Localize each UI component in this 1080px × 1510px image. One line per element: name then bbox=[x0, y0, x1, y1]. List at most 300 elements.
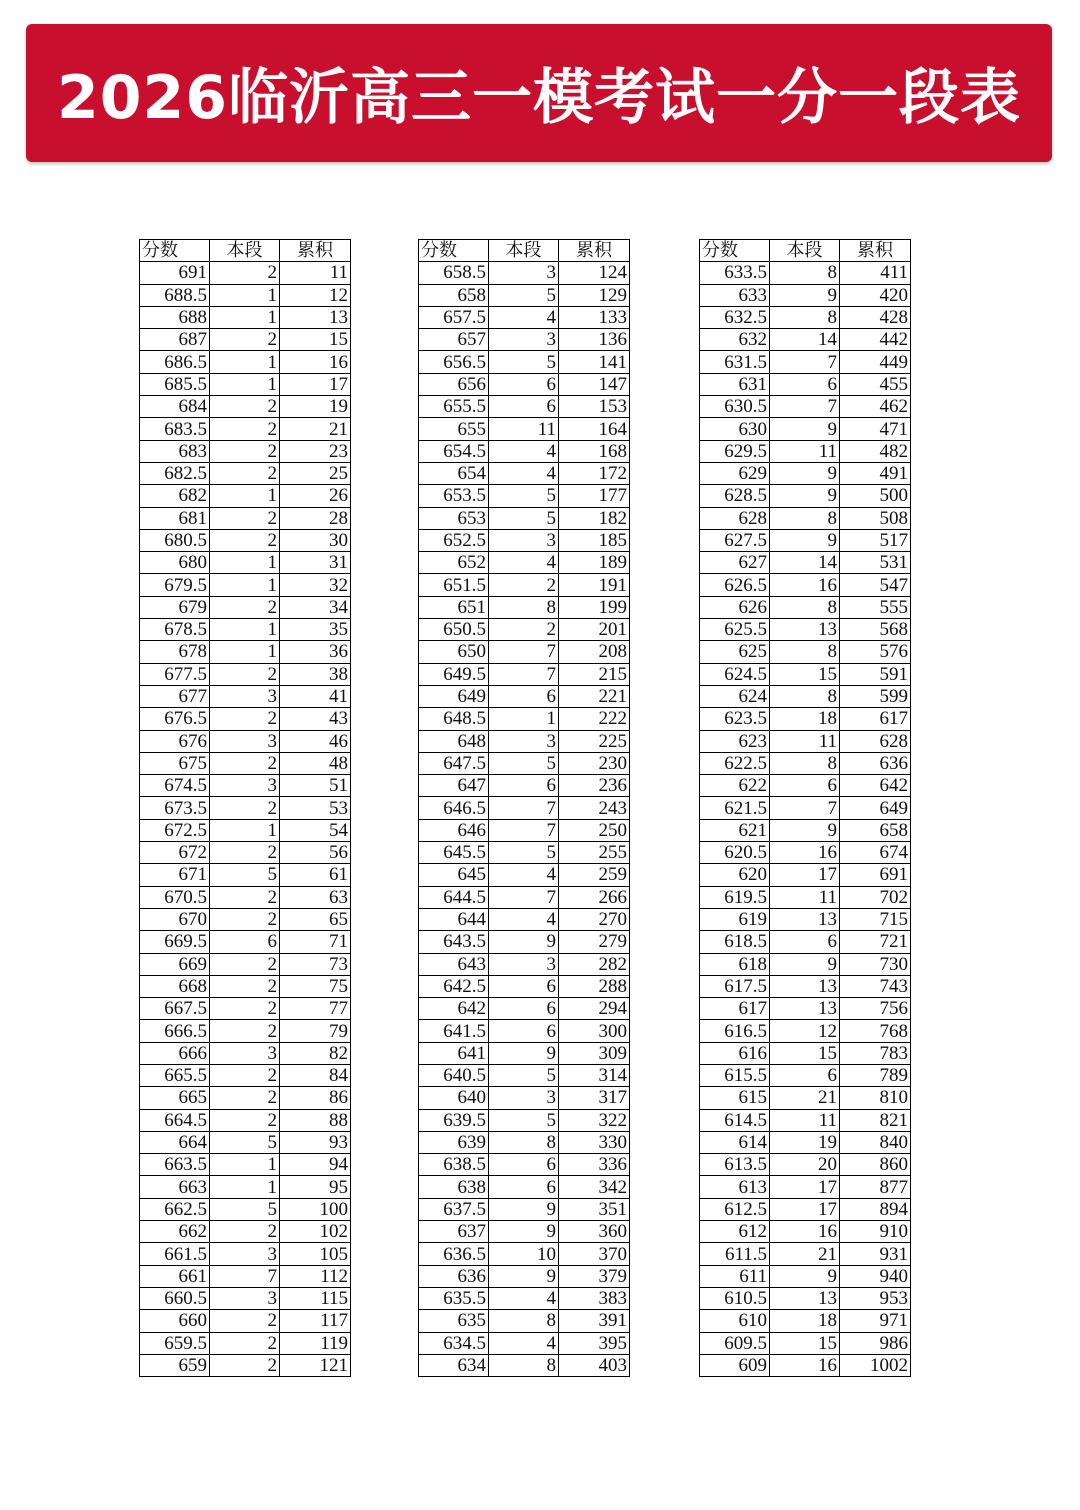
cell-score: 671 bbox=[140, 864, 210, 886]
table-row bbox=[140, 1243, 351, 1265]
cell-cumulative: 270 bbox=[559, 908, 630, 930]
table-row bbox=[700, 619, 911, 641]
cell-score: 675 bbox=[140, 752, 210, 774]
cell-cumulative: 395 bbox=[559, 1332, 630, 1354]
cell-cumulative: 61 bbox=[280, 864, 351, 886]
cell-score: 633.5 bbox=[700, 262, 770, 284]
cell-count: 2 bbox=[210, 908, 280, 930]
table-row bbox=[700, 329, 911, 351]
cell-score: 674.5 bbox=[140, 775, 210, 797]
cell-count: 15 bbox=[770, 1042, 840, 1064]
cell-cumulative: 53 bbox=[280, 797, 351, 819]
cell-cumulative: 517 bbox=[840, 529, 911, 551]
score-table-1 bbox=[139, 239, 351, 1377]
cell-cumulative: 508 bbox=[840, 507, 911, 529]
table-row bbox=[140, 552, 351, 574]
cell-count: 6 bbox=[770, 775, 840, 797]
cell-count: 3 bbox=[210, 1287, 280, 1309]
cell-cumulative: 225 bbox=[559, 730, 630, 752]
cell-score: 612.5 bbox=[700, 1198, 770, 1220]
cell-cumulative: 95 bbox=[280, 1176, 351, 1198]
cell-cumulative: 576 bbox=[840, 641, 911, 663]
cell-score: 665 bbox=[140, 1087, 210, 1109]
table-row bbox=[140, 373, 351, 395]
cell-count: 1 bbox=[210, 306, 280, 328]
table-row bbox=[419, 1042, 630, 1064]
cell-cumulative: 77 bbox=[280, 998, 351, 1020]
table-row bbox=[419, 284, 630, 306]
cell-score: 657 bbox=[419, 329, 489, 351]
table-row bbox=[140, 351, 351, 373]
cell-score: 681 bbox=[140, 507, 210, 529]
table-row bbox=[419, 529, 630, 551]
cell-count: 5 bbox=[489, 752, 559, 774]
table-row bbox=[700, 953, 911, 975]
cell-score: 683 bbox=[140, 440, 210, 462]
cell-score: 677 bbox=[140, 685, 210, 707]
cell-score: 662.5 bbox=[140, 1198, 210, 1220]
cell-cumulative: 702 bbox=[840, 886, 911, 908]
table-row bbox=[700, 730, 911, 752]
cell-count: 4 bbox=[489, 908, 559, 930]
cell-cumulative: 789 bbox=[840, 1064, 911, 1086]
cell-cumulative: 133 bbox=[559, 306, 630, 328]
cell-cumulative: 531 bbox=[840, 552, 911, 574]
table-row bbox=[419, 931, 630, 953]
cell-count: 1 bbox=[210, 1154, 280, 1176]
title-banner bbox=[26, 24, 1052, 162]
cell-cumulative: 910 bbox=[840, 1221, 911, 1243]
cell-count: 21 bbox=[770, 1243, 840, 1265]
table-row bbox=[419, 886, 630, 908]
cell-count: 2 bbox=[210, 1310, 280, 1332]
cell-count: 5 bbox=[210, 1131, 280, 1153]
header-count: 本段 bbox=[210, 240, 280, 262]
table-row bbox=[700, 396, 911, 418]
cell-count: 2 bbox=[210, 797, 280, 819]
table-row bbox=[140, 1176, 351, 1198]
table-row bbox=[700, 708, 911, 730]
cell-cumulative: 330 bbox=[559, 1131, 630, 1153]
cell-score: 646 bbox=[419, 819, 489, 841]
table-row bbox=[140, 842, 351, 864]
table-row bbox=[140, 1332, 351, 1354]
table-row bbox=[700, 908, 911, 930]
table-row bbox=[140, 1020, 351, 1042]
table-row bbox=[419, 685, 630, 707]
cell-score: 664.5 bbox=[140, 1109, 210, 1131]
table-row bbox=[140, 908, 351, 930]
cell-count: 2 bbox=[489, 574, 559, 596]
score-table-3 bbox=[699, 239, 911, 1377]
table-row bbox=[419, 373, 630, 395]
cell-cumulative: 117 bbox=[280, 1310, 351, 1332]
cell-count: 15 bbox=[770, 663, 840, 685]
cell-cumulative: 322 bbox=[559, 1109, 630, 1131]
table-row bbox=[140, 1042, 351, 1064]
cell-score: 648.5 bbox=[419, 708, 489, 730]
cell-cumulative: 555 bbox=[840, 596, 911, 618]
cell-cumulative: 743 bbox=[840, 975, 911, 997]
cell-cumulative: 628 bbox=[840, 730, 911, 752]
cell-cumulative: 102 bbox=[280, 1221, 351, 1243]
cell-count: 7 bbox=[489, 663, 559, 685]
cell-cumulative: 25 bbox=[280, 462, 351, 484]
cell-score: 676.5 bbox=[140, 708, 210, 730]
table-row bbox=[419, 975, 630, 997]
table-row bbox=[419, 1020, 630, 1042]
cell-count: 6 bbox=[489, 1176, 559, 1198]
cell-score: 660 bbox=[140, 1310, 210, 1332]
cell-cumulative: 230 bbox=[559, 752, 630, 774]
cell-count: 9 bbox=[489, 1221, 559, 1243]
table-row bbox=[140, 462, 351, 484]
table-row bbox=[419, 1310, 630, 1332]
cell-cumulative: 259 bbox=[559, 864, 630, 886]
cell-cumulative: 931 bbox=[840, 1243, 911, 1265]
cell-count: 16 bbox=[770, 842, 840, 864]
cell-score: 652.5 bbox=[419, 529, 489, 551]
table-row bbox=[140, 262, 351, 284]
cell-count: 16 bbox=[770, 1221, 840, 1243]
table-row bbox=[700, 685, 911, 707]
cell-cumulative: 15 bbox=[280, 329, 351, 351]
cell-score: 660.5 bbox=[140, 1287, 210, 1309]
cell-count: 11 bbox=[770, 1109, 840, 1131]
cell-score: 663.5 bbox=[140, 1154, 210, 1176]
table-row bbox=[140, 507, 351, 529]
cell-cumulative: 360 bbox=[559, 1221, 630, 1243]
cell-score: 665.5 bbox=[140, 1064, 210, 1086]
cell-score: 627 bbox=[700, 552, 770, 574]
cell-score: 636 bbox=[419, 1265, 489, 1287]
table-row bbox=[419, 1332, 630, 1354]
cell-cumulative: 462 bbox=[840, 396, 911, 418]
cell-score: 658.5 bbox=[419, 262, 489, 284]
cell-count: 4 bbox=[489, 1332, 559, 1354]
cell-score: 685.5 bbox=[140, 373, 210, 395]
cell-cumulative: 51 bbox=[280, 775, 351, 797]
cell-count: 2 bbox=[210, 507, 280, 529]
cell-score: 626.5 bbox=[700, 574, 770, 596]
cell-count: 1 bbox=[210, 619, 280, 641]
cell-cumulative: 691 bbox=[840, 864, 911, 886]
cell-cumulative: 591 bbox=[840, 663, 911, 685]
cell-score: 634 bbox=[419, 1354, 489, 1376]
table-row bbox=[419, 663, 630, 685]
cell-cumulative: 953 bbox=[840, 1287, 911, 1309]
table-row bbox=[700, 1198, 911, 1220]
header-row bbox=[700, 240, 911, 262]
cell-cumulative: 141 bbox=[559, 351, 630, 373]
cell-score: 649.5 bbox=[419, 663, 489, 685]
cell-cumulative: 636 bbox=[840, 752, 911, 774]
cell-score: 680.5 bbox=[140, 529, 210, 551]
table-row bbox=[140, 284, 351, 306]
cell-score: 687 bbox=[140, 329, 210, 351]
cell-cumulative: 34 bbox=[280, 596, 351, 618]
cell-score: 653 bbox=[419, 507, 489, 529]
cell-count: 3 bbox=[210, 685, 280, 707]
cell-cumulative: 36 bbox=[280, 641, 351, 663]
cell-score: 619.5 bbox=[700, 886, 770, 908]
cell-count: 6 bbox=[489, 685, 559, 707]
cell-score: 633 bbox=[700, 284, 770, 306]
cell-score: 617 bbox=[700, 998, 770, 1020]
header-score: 分数 bbox=[140, 240, 210, 262]
cell-score: 642 bbox=[419, 998, 489, 1020]
cell-cumulative: 41 bbox=[280, 685, 351, 707]
table-row bbox=[700, 998, 911, 1020]
cell-count: 11 bbox=[489, 418, 559, 440]
table-row bbox=[140, 596, 351, 618]
cell-count: 9 bbox=[489, 1042, 559, 1064]
table-row bbox=[700, 1332, 911, 1354]
table-row bbox=[700, 886, 911, 908]
table-row bbox=[700, 1020, 911, 1042]
cell-count: 13 bbox=[770, 1287, 840, 1309]
cell-score: 679 bbox=[140, 596, 210, 618]
cell-count: 1 bbox=[210, 485, 280, 507]
cell-score: 625 bbox=[700, 641, 770, 663]
cell-score: 625.5 bbox=[700, 619, 770, 641]
cell-count: 8 bbox=[489, 1131, 559, 1153]
cell-count: 13 bbox=[770, 908, 840, 930]
table-row bbox=[700, 1287, 911, 1309]
cell-count: 2 bbox=[210, 529, 280, 551]
header-count: 本段 bbox=[770, 240, 840, 262]
table-row bbox=[700, 284, 911, 306]
cell-score: 613 bbox=[700, 1176, 770, 1198]
table-row bbox=[700, 1310, 911, 1332]
table-row bbox=[419, 462, 630, 484]
cell-count: 5 bbox=[489, 485, 559, 507]
cell-cumulative: 568 bbox=[840, 619, 911, 641]
table-row bbox=[700, 752, 911, 774]
cell-score: 642.5 bbox=[419, 975, 489, 997]
cell-cumulative: 482 bbox=[840, 440, 911, 462]
cell-score: 612 bbox=[700, 1221, 770, 1243]
table-row bbox=[140, 619, 351, 641]
table-row bbox=[419, 396, 630, 418]
header-row bbox=[419, 240, 630, 262]
table-row bbox=[700, 775, 911, 797]
cell-cumulative: 674 bbox=[840, 842, 911, 864]
table-row bbox=[419, 351, 630, 373]
cell-score: 615 bbox=[700, 1087, 770, 1109]
cell-score: 691 bbox=[140, 262, 210, 284]
cell-cumulative: 84 bbox=[280, 1064, 351, 1086]
cell-cumulative: 32 bbox=[280, 574, 351, 596]
cell-cumulative: 288 bbox=[559, 975, 630, 997]
cell-count: 16 bbox=[770, 1354, 840, 1376]
cell-cumulative: 177 bbox=[559, 485, 630, 507]
cell-cumulative: 300 bbox=[559, 1020, 630, 1042]
cell-count: 9 bbox=[770, 485, 840, 507]
cell-count: 2 bbox=[210, 1354, 280, 1376]
table-row bbox=[700, 1243, 911, 1265]
cell-count: 10 bbox=[489, 1243, 559, 1265]
table-row bbox=[140, 1265, 351, 1287]
cell-cumulative: 12 bbox=[280, 284, 351, 306]
cell-count: 13 bbox=[770, 619, 840, 641]
table-row bbox=[419, 1131, 630, 1153]
cell-score: 654.5 bbox=[419, 440, 489, 462]
cell-count: 5 bbox=[489, 284, 559, 306]
cell-score: 611 bbox=[700, 1265, 770, 1287]
cell-score: 626 bbox=[700, 596, 770, 618]
cell-count: 8 bbox=[770, 752, 840, 774]
cell-count: 2 bbox=[210, 752, 280, 774]
cell-count: 6 bbox=[770, 1064, 840, 1086]
table-row bbox=[140, 641, 351, 663]
cell-score: 628.5 bbox=[700, 485, 770, 507]
cell-cumulative: 768 bbox=[840, 1020, 911, 1042]
cell-cumulative: 94 bbox=[280, 1154, 351, 1176]
cell-cumulative: 208 bbox=[559, 641, 630, 663]
cell-cumulative: 215 bbox=[559, 663, 630, 685]
cell-count: 2 bbox=[210, 396, 280, 418]
cell-score: 639 bbox=[419, 1131, 489, 1153]
table-row bbox=[700, 931, 911, 953]
header-cumulative: 累积 bbox=[559, 240, 630, 262]
cell-cumulative: 860 bbox=[840, 1154, 911, 1176]
cell-score: 651 bbox=[419, 596, 489, 618]
cell-count: 1 bbox=[210, 351, 280, 373]
cell-count: 8 bbox=[770, 262, 840, 284]
cell-count: 8 bbox=[770, 507, 840, 529]
cell-count: 5 bbox=[489, 842, 559, 864]
table-row bbox=[700, 864, 911, 886]
cell-count: 9 bbox=[770, 529, 840, 551]
table-row bbox=[700, 462, 911, 484]
table-row bbox=[419, 998, 630, 1020]
cell-score: 688 bbox=[140, 306, 210, 328]
table-row bbox=[419, 1354, 630, 1376]
table-row bbox=[140, 1064, 351, 1086]
cell-count: 6 bbox=[489, 998, 559, 1020]
cell-cumulative: 65 bbox=[280, 908, 351, 930]
cell-score: 646.5 bbox=[419, 797, 489, 819]
cell-cumulative: 115 bbox=[280, 1287, 351, 1309]
cell-score: 622.5 bbox=[700, 752, 770, 774]
cell-cumulative: 314 bbox=[559, 1064, 630, 1086]
header-row bbox=[140, 240, 351, 262]
table-row bbox=[419, 552, 630, 574]
table-row bbox=[419, 775, 630, 797]
table-row bbox=[419, 1176, 630, 1198]
cell-cumulative: 201 bbox=[559, 619, 630, 641]
cell-score: 684 bbox=[140, 396, 210, 418]
table-row bbox=[419, 574, 630, 596]
cell-cumulative: 236 bbox=[559, 775, 630, 797]
table-row bbox=[140, 485, 351, 507]
cell-cumulative: 119 bbox=[280, 1332, 351, 1354]
table-row bbox=[140, 819, 351, 841]
cell-cumulative: 471 bbox=[840, 418, 911, 440]
table-row bbox=[419, 797, 630, 819]
cell-count: 7 bbox=[489, 819, 559, 841]
cell-score: 683.5 bbox=[140, 418, 210, 440]
cell-cumulative: 491 bbox=[840, 462, 911, 484]
cell-cumulative: 250 bbox=[559, 819, 630, 841]
cell-count: 3 bbox=[489, 262, 559, 284]
cell-cumulative: 715 bbox=[840, 908, 911, 930]
cell-cumulative: 43 bbox=[280, 708, 351, 730]
table-row bbox=[419, 641, 630, 663]
cell-cumulative: 63 bbox=[280, 886, 351, 908]
cell-count: 9 bbox=[770, 284, 840, 306]
cell-count: 5 bbox=[489, 1064, 559, 1086]
cell-count: 9 bbox=[770, 819, 840, 841]
table-row bbox=[140, 931, 351, 953]
cell-count: 14 bbox=[770, 329, 840, 351]
table-row bbox=[700, 596, 911, 618]
cell-count: 3 bbox=[210, 775, 280, 797]
cell-cumulative: 500 bbox=[840, 485, 911, 507]
cell-cumulative: 168 bbox=[559, 440, 630, 462]
cell-count: 13 bbox=[770, 975, 840, 997]
cell-count: 3 bbox=[210, 730, 280, 752]
cell-count: 2 bbox=[210, 886, 280, 908]
cell-score: 630.5 bbox=[700, 396, 770, 418]
header-count: 本段 bbox=[489, 240, 559, 262]
cell-cumulative: 342 bbox=[559, 1176, 630, 1198]
cell-count: 9 bbox=[770, 418, 840, 440]
cell-score: 641.5 bbox=[419, 1020, 489, 1042]
cell-cumulative: 370 bbox=[559, 1243, 630, 1265]
cell-count: 2 bbox=[210, 998, 280, 1020]
table-row bbox=[140, 1198, 351, 1220]
cell-cumulative: 105 bbox=[280, 1243, 351, 1265]
cell-cumulative: 21 bbox=[280, 418, 351, 440]
cell-score: 634.5 bbox=[419, 1332, 489, 1354]
table-row bbox=[700, 507, 911, 529]
cell-cumulative: 79 bbox=[280, 1020, 351, 1042]
cell-cumulative: 403 bbox=[559, 1354, 630, 1376]
cell-cumulative: 721 bbox=[840, 931, 911, 953]
cell-score: 641 bbox=[419, 1042, 489, 1064]
table-row bbox=[700, 1131, 911, 1153]
cell-score: 623.5 bbox=[700, 708, 770, 730]
cell-count: 6 bbox=[489, 396, 559, 418]
cell-score: 659 bbox=[140, 1354, 210, 1376]
cell-cumulative: 730 bbox=[840, 953, 911, 975]
cell-score: 614 bbox=[700, 1131, 770, 1153]
table-row bbox=[700, 797, 911, 819]
cell-score: 620.5 bbox=[700, 842, 770, 864]
cell-score: 650 bbox=[419, 641, 489, 663]
cell-cumulative: 88 bbox=[280, 1109, 351, 1131]
table-row bbox=[419, 440, 630, 462]
table-row bbox=[700, 552, 911, 574]
table-row bbox=[700, 262, 911, 284]
table-row bbox=[700, 842, 911, 864]
cell-count: 2 bbox=[210, 1087, 280, 1109]
cell-cumulative: 599 bbox=[840, 685, 911, 707]
cell-cumulative: 243 bbox=[559, 797, 630, 819]
cell-cumulative: 309 bbox=[559, 1042, 630, 1064]
table-row bbox=[140, 775, 351, 797]
cell-score: 620 bbox=[700, 864, 770, 886]
cell-cumulative: 17 bbox=[280, 373, 351, 395]
cell-score: 676 bbox=[140, 730, 210, 752]
cell-count: 8 bbox=[489, 1310, 559, 1332]
cell-cumulative: 940 bbox=[840, 1265, 911, 1287]
cell-score: 655.5 bbox=[419, 396, 489, 418]
cell-count: 13 bbox=[770, 998, 840, 1020]
cell-cumulative: 124 bbox=[559, 262, 630, 284]
